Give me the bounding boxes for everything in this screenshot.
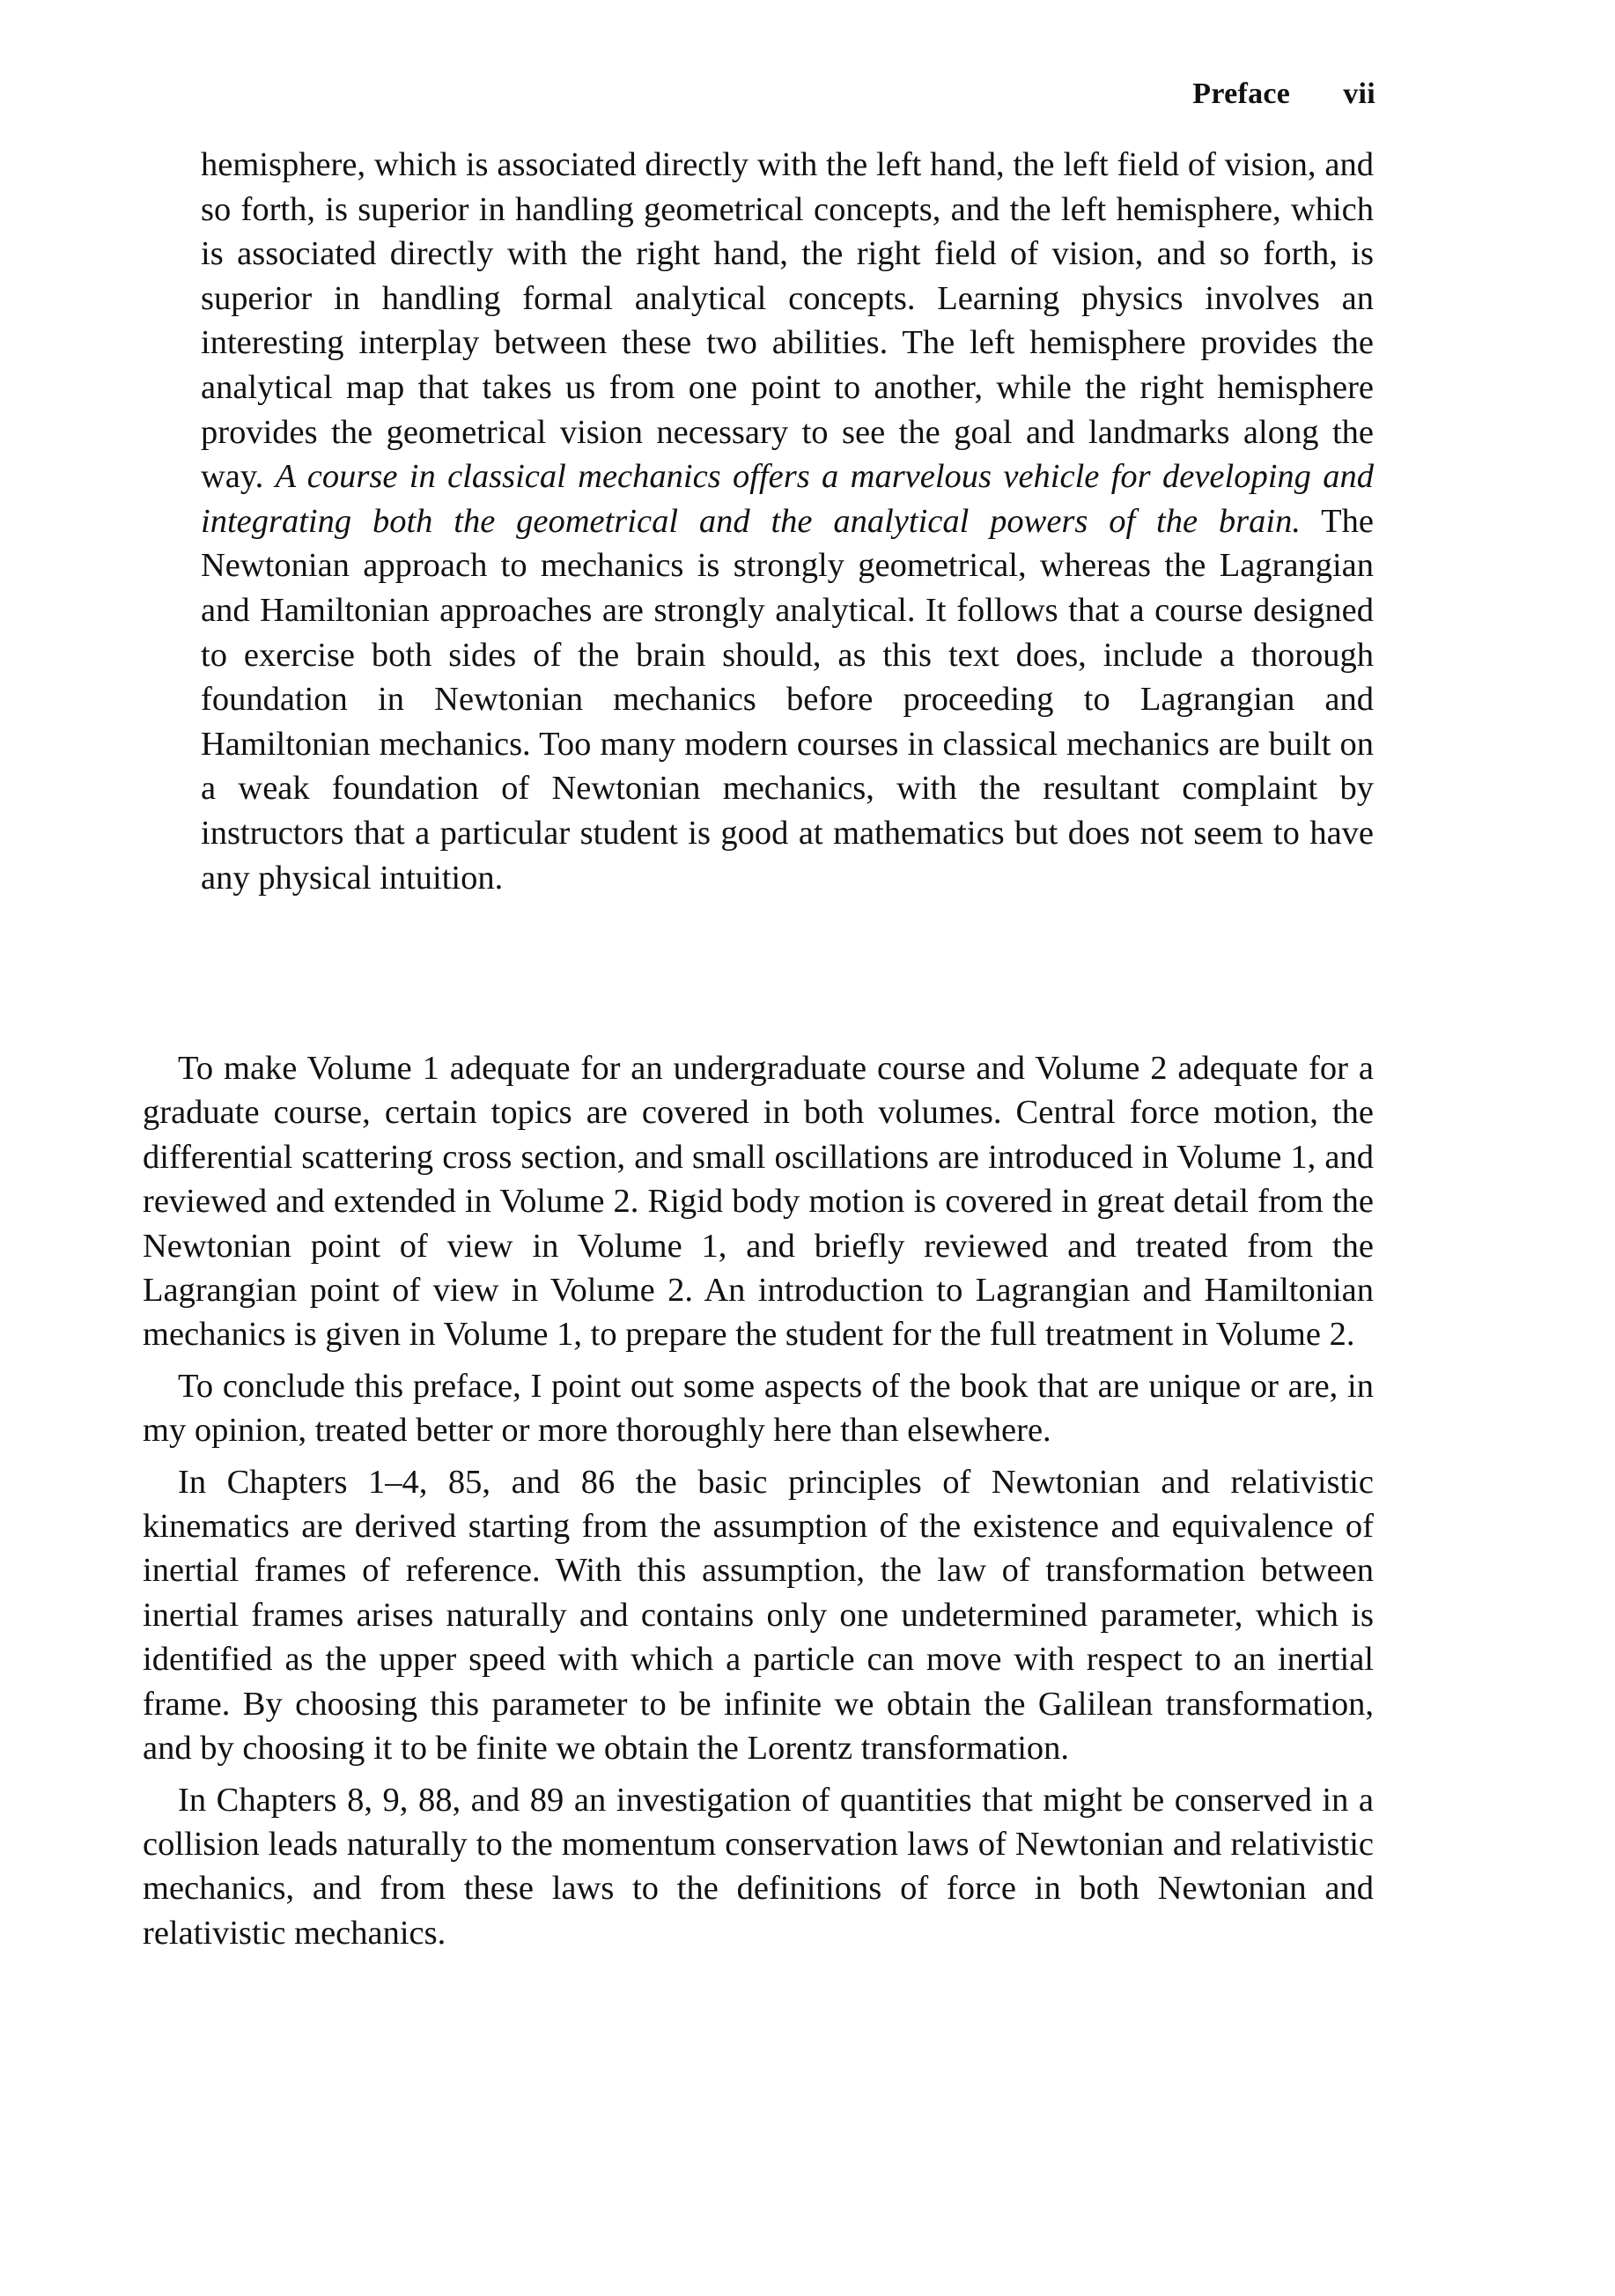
page-number: vii	[1343, 78, 1375, 110]
body-text	[143, 1046, 1374, 1955]
running-head	[1192, 78, 1375, 111]
paragraph-conclusion: To conclude this preface, I point out some aspects of the book that are unique or are, in my opinion, treated better or more thoroughly here than elsewhere.	[143, 1367, 1374, 1450]
paragraph-kinematics: In Chapters 1–4, 85, and 86 the basic principles of Newtonian and relativistic kinematics are derived starting from the assumption of the existence and equivalence of inertial frames of reference. With this assumption, the law of transformation between inertial frames arises naturally and contains only one undetermined parameter, which is identified as the upper speed with which a particle can move with respect to an inertial frame. By choosing this parameter to be infinite we obtain the Galilean transformation, and by choosing it to be finite we obtain the Lorentz transformation.	[143, 1463, 1374, 1768]
quote-italic-text: A course in classical mechanics offers a marvelous vehicle for developing and integrating both the geometrical and the analytical powers of the brain.	[201, 458, 1374, 540]
paragraph-conservation: In Chapters 8, 9, 88, and 89 an investigation of quantities that might be conserved in a collision leads naturally to the momentum conservation laws of Newtonian and relativistic mechanics, and from these laws to the definitions of force in both Newtonian and relativistic mechanics.	[143, 1781, 1374, 1952]
paragraph-volumes: To make Volume 1 adequate for an undergraduate course and Volume 2 adequate for a graduate course, certain topics are covered in both volumes. Central force motion, the differential scattering cross section, and small oscillations are introduced in Volume 1, and reviewed and extended in Volume 2. Rigid body motion is covered in great detail from the Newtonian point of view in Volume 1, and briefly reviewed and treated from the Lagrangian point of view in Volume 2. An introduction to Lagrangian and Hamiltonian mechanics is given in Volume 1, to prepare the student for the full treatment in Volume 2.	[143, 1050, 1374, 1354]
quote-text-2: The Newtonian approach to mechanics is strongly geometrical, whereas the Lagrangian and Hamiltonian approaches are strongly analytical. It follows that a course designed to exercise both sides of the brain should, as this text does, include a thorough foundation in Newtonian mechanics before proceeding to Lagrangian and Hamiltonian mechanics. Too many modern courses in classical mechanics are built on a weak foundation of Newtonian mechanics, with the resultant complaint by instructors that a particular student is good at mathematics but does not seem to have any physical intuition.	[201, 502, 1374, 897]
block-quote	[201, 143, 1374, 900]
quote-text-1: hemisphere, which is associated directly with the left hand, the left field of vision, and so forth, is superior in handling geometrical concepts, and the left hemisphere, which is associated directly with the right hand, the right field of vision, and so forth, is superior in handling formal analytical concepts. Learning physics involves an interesting interplay between these two abilities. The left hemisphere provides the analytical map that takes us from one point to another, while the right hemisphere provides the geometrical vision necessary to see the goal and landmarks along the way.	[201, 146, 1374, 496]
running-head-title: Preface	[1192, 78, 1291, 110]
